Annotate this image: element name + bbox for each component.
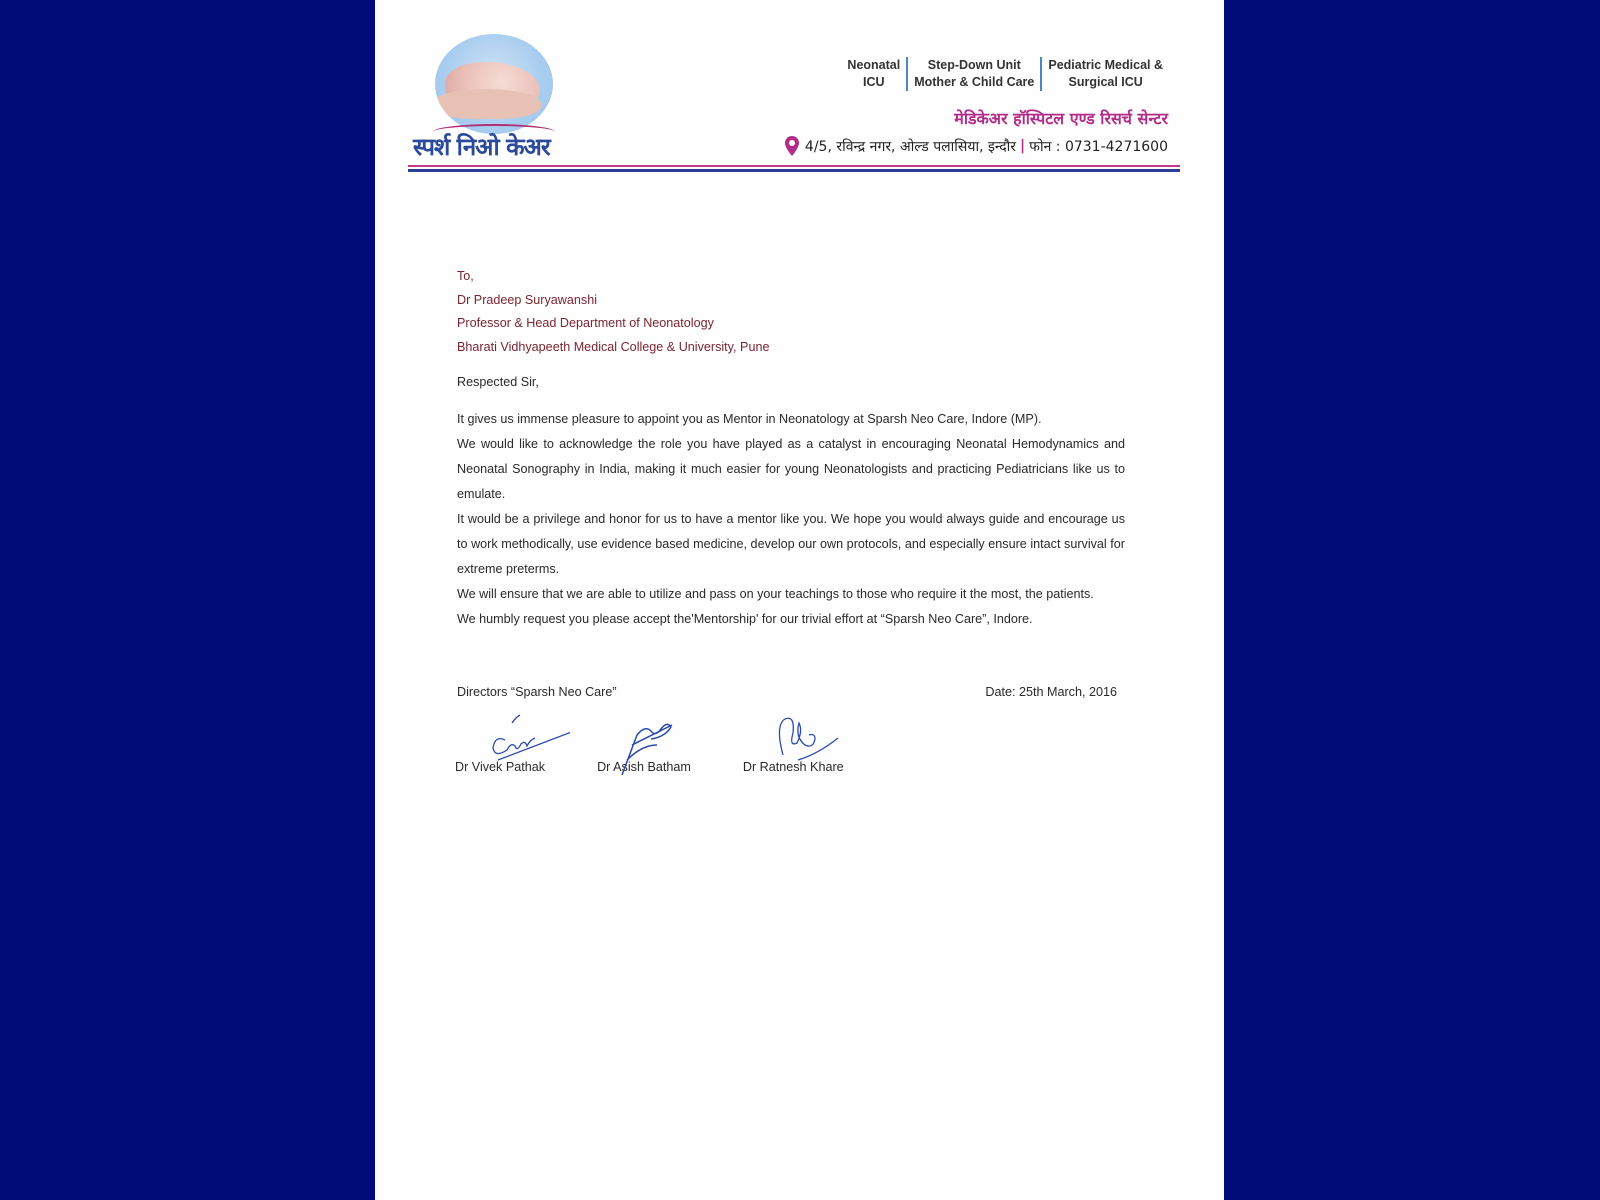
unit-neonatal-icu [841, 57, 906, 91]
phone-text: फोन : 0731-4271600 [1029, 138, 1168, 155]
logo-image [435, 34, 553, 134]
letter-paragraphs [457, 407, 1125, 632]
unit-line: Step-Down Unit [927, 58, 1021, 72]
units-list [841, 57, 1169, 91]
unit-line: Pediatric Medical & [1048, 58, 1163, 72]
unit-line: Mother & Child Care [914, 75, 1035, 89]
header-rule-navy [408, 169, 1180, 172]
address-text: 4/5, रविन्द्र नगर, ओल्ड पलासिया, इन्दौर [804, 138, 1017, 155]
unit-pediatric-icu [1040, 57, 1169, 91]
recipient-name: Dr Pradeep Suryawanshi [457, 292, 598, 307]
paragraph: We will ensure that we are able to utilize and pass on your teachings to those who require it the most, the patients. [457, 587, 1094, 601]
unit-line: ICU [863, 75, 885, 89]
header-rule-magenta [408, 165, 1180, 167]
paragraph: We would like to acknowledge the role you have played as a catalyst in encouraging Neonatal Hemodynamics and Neonatal Sonography in India, making it much easier for young Neonatologists and practicing Pediatricians like us to emulate. [457, 437, 1125, 501]
paragraph: It gives us immense pleasure to appoint you as Mentor in Neonatology at Sparsh Neo Care, Indore (MP). [457, 412, 1042, 426]
letter-date: Date: 25th March, 2016 [985, 685, 1117, 699]
hospital-name: मेडिकेअर हॉस्पिटल एण्ड रिसर्च सेन्टर [954, 109, 1168, 128]
salutation: Respected Sir, [457, 375, 539, 389]
recipient-title: Professor & Head Department of Neonatology [457, 316, 714, 330]
signatory-name: Dr Asish Batham [597, 760, 691, 774]
signatory [455, 760, 545, 774]
separator: | [1020, 138, 1026, 154]
to-label: To, [457, 269, 474, 283]
letter-body [457, 265, 1125, 632]
unit-line: Surgical ICU [1068, 75, 1143, 89]
signatories [455, 760, 896, 774]
signatory-name: Dr Ratnesh Khare [742, 760, 844, 774]
recipient-institution: Bharati Vidhyapeeth Medical College & University, Pune [457, 339, 770, 354]
location-pin-icon [785, 136, 799, 156]
address-line [785, 136, 1168, 156]
unit-step-down [906, 57, 1040, 91]
paragraph: We humbly request you please accept the'Mentorship' for our trivial effort at “Sparsh Neo Care”, Indore. [457, 612, 1033, 626]
closing-text: Directors “Sparsh Neo Care” [457, 685, 617, 699]
closing-row [457, 685, 1117, 699]
unit-line: Neonatal [847, 58, 901, 72]
signatory-name: Dr Vivek Pathak [455, 760, 546, 774]
addressee-block [457, 265, 1125, 359]
signatory [597, 760, 691, 774]
logo-text: स्पर्श निओ केअर [413, 133, 550, 161]
hands-illustration [435, 89, 541, 119]
letter-page [375, 0, 1224, 1200]
signatory [743, 760, 844, 774]
paragraph: It would be a privilege and honor for us to have a mentor like you. We hope you would always guide and encourage us to work methodically, use evidence based medicine, develop our own protocols, and especially ensure intact survival for extreme preterms. [457, 512, 1125, 576]
